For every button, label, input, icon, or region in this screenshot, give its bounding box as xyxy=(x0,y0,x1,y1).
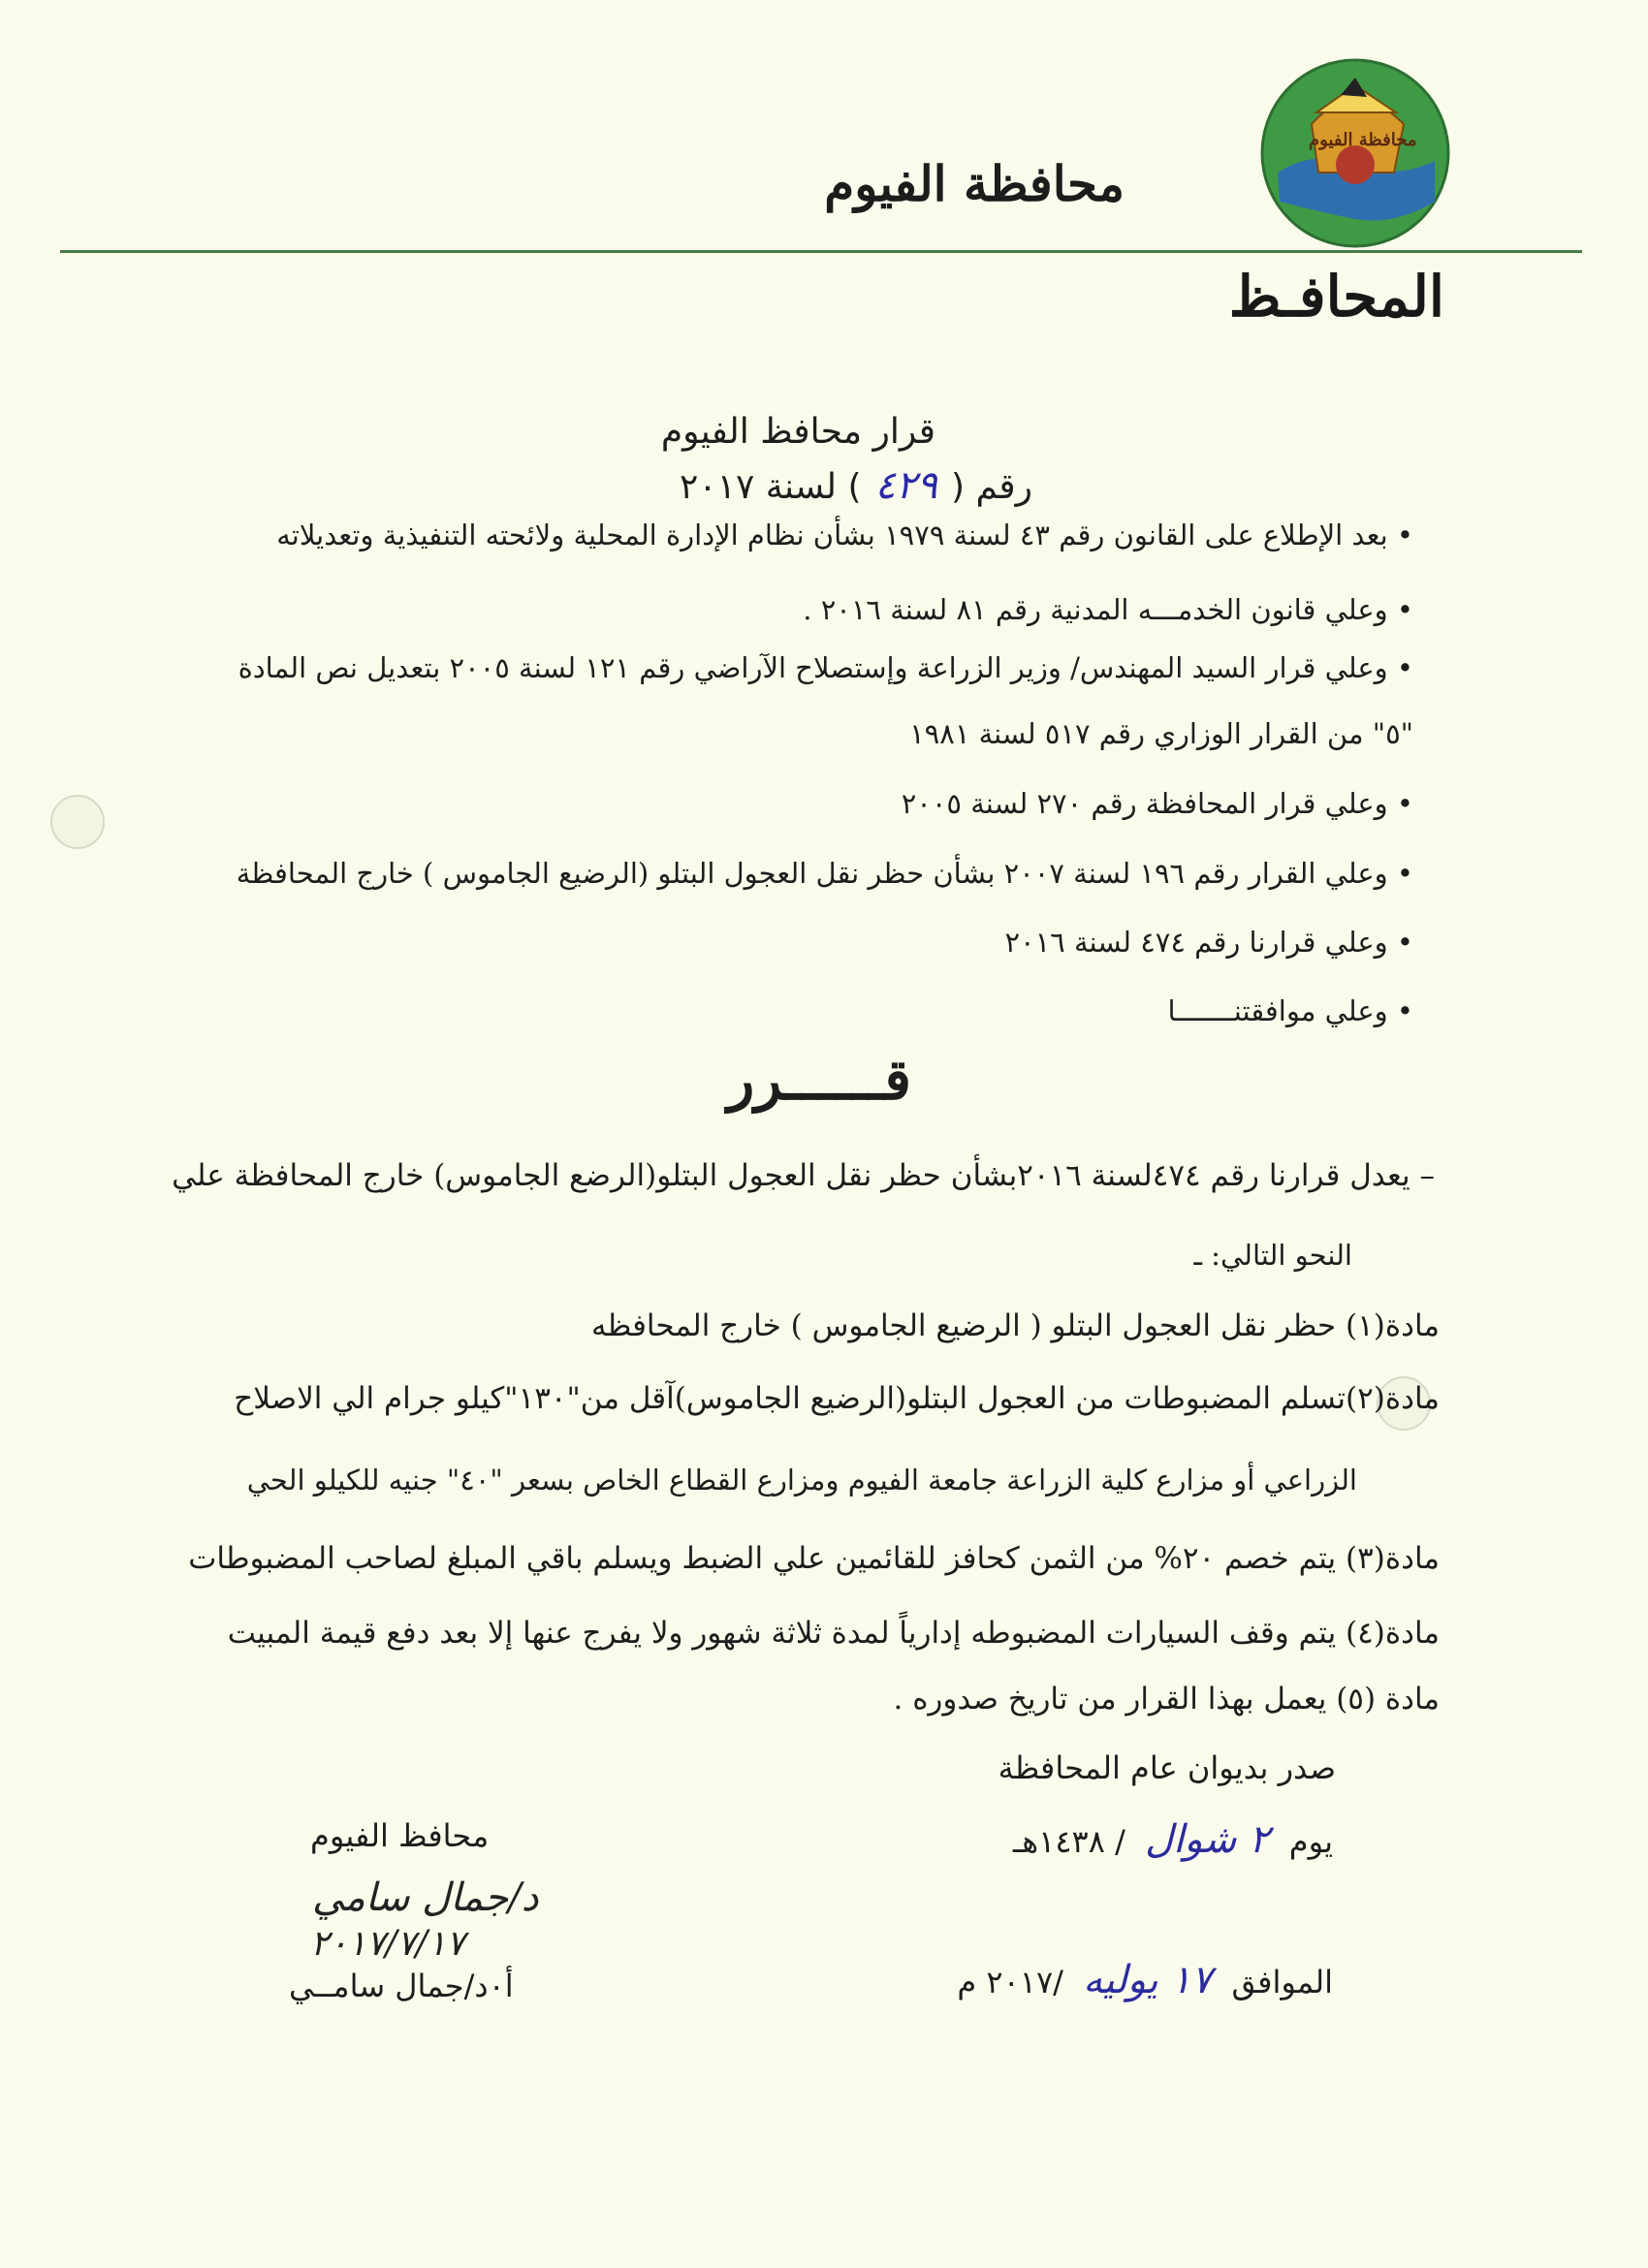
punch-hole xyxy=(50,795,105,849)
decision-line: – يعدل قرارنا رقم ٤٧٤لسنة ٢٠١٦بشأن حظر نقل العجول البتلو(الرضع الجاموس) خارج المحافظة علي xyxy=(172,1158,1435,1193)
gregorian-year: /٢٠١٧ م xyxy=(957,1964,1063,2000)
article-3: مادة(٣) يتم خصم ٢٠% من الثمن كحافز للقائمين علي الضبط ويسلم باقي المبلغ لصاحب المضبوطات xyxy=(188,1541,1440,1576)
article-1: مادة(١) حظر نقل العجول البتلو ( الرضيع الجاموس ) خارج المحافظه xyxy=(591,1308,1440,1343)
hijri-year: / ١٤٣٨هـ xyxy=(1012,1823,1125,1860)
preamble-line: • وعلي قرار المحافظة رقم ٢٧٠ لسنة ٢٠٠٥ xyxy=(901,787,1413,820)
decree-number-line xyxy=(680,463,1032,508)
preamble-line: • وعلي قانون الخدمـــه المدنية رقم ٨١ لسنة ٢٠١٦ . xyxy=(803,593,1413,626)
gregorian-date-handwritten: ١٧ يوليه xyxy=(1083,1958,1213,2002)
header-divider xyxy=(60,250,1582,253)
preamble-line: "٥" من القرار الوزاري رقم ٥١٧ لسنة ١٩٨١ xyxy=(909,717,1413,750)
decision-heading: قــــــرر xyxy=(727,1047,911,1113)
gregorian-date-line xyxy=(957,1958,1333,2002)
article-2: مادة(٢)تسلم المضبوطات من العجول البتلو(الرضيع الجاموس)آقل من"١٣٠"كيلو جرام الي الاصلاح xyxy=(234,1381,1440,1416)
preamble-line: • وعلي موافقتنـــــــا xyxy=(1167,994,1413,1027)
hijri-date-handwritten: ٢ شوال xyxy=(1145,1817,1270,1862)
preamble-line: • وعلي قرارنا رقم ٤٧٤ لسنة ٢٠١٦ xyxy=(1004,926,1413,959)
office-title: المحافـظ xyxy=(1228,264,1444,330)
signature-title: محافظ الفيوم xyxy=(310,1817,490,1854)
decision-line: النحو التالي: ـ xyxy=(1193,1239,1352,1272)
signature-handwritten-date: ٢٠١٧/٧/١٧ xyxy=(310,1924,465,1964)
article-4: مادة(٤) يتم وقف السيارات المضبوطه إدارياً لمدة ثلاثة شهور ولا يفرج عنها إلا بعد دفع قيمة المبيت xyxy=(227,1616,1440,1651)
governorate-logo xyxy=(1258,56,1452,250)
logo-text: محافظة الفيوم xyxy=(1309,130,1417,150)
signature-handwritten-name: د/جمال سامي xyxy=(312,1875,539,1920)
signature-printed-name: أ٠د/جمال سامــي xyxy=(289,1968,514,2004)
issued-at: صدر بديوان عام المحافظة xyxy=(998,1749,1336,1786)
hijri-date-line xyxy=(1013,1817,1333,1862)
decree-number-prefix: رقم ( xyxy=(950,467,1032,507)
decree-number-handwritten: ٤٢٩ xyxy=(874,463,937,508)
article-2-continued: الزراعي أو مزارع كلية الزراعة جامعة الفيوم ومزارع القطاع الخاص بسعر "٤٠" جنيه للكيلو الحي xyxy=(246,1464,1357,1496)
article-5: مادة (٥) يعمل بهذا القرار من تاريخ صدوره . xyxy=(893,1682,1440,1717)
preamble-line: • وعلي القرار رقم ١٩٦ لسنة ٢٠٠٧ بشأن حظر نقل العجول البتلو (الرضيع الجاموس ) خارج المحافظة xyxy=(236,857,1413,890)
gregorian-label: الموافق xyxy=(1231,1964,1333,2000)
hijri-label: يوم xyxy=(1288,1823,1333,1860)
preamble-line: • بعد الإطلاع على القانون رقم ٤٣ لسنة ١٩٧٩ بشأن نظام الإدارة المحلية ولائحته التنفيذية وتعديلاته xyxy=(276,519,1413,551)
decree-title: قرار محافظ الفيوم xyxy=(660,412,935,452)
decree-number-suffix: ) لسنة ٢٠١٧ xyxy=(679,467,862,507)
preamble-line: • وعلي قرار السيد المهندس/ وزير الزراعة وإستصلاح الآراضي رقم ١٢١ لسنة ٢٠٠٥ بتعديل نص المادة xyxy=(238,651,1413,684)
governorate-name: محافظة الفيوم xyxy=(824,155,1125,212)
